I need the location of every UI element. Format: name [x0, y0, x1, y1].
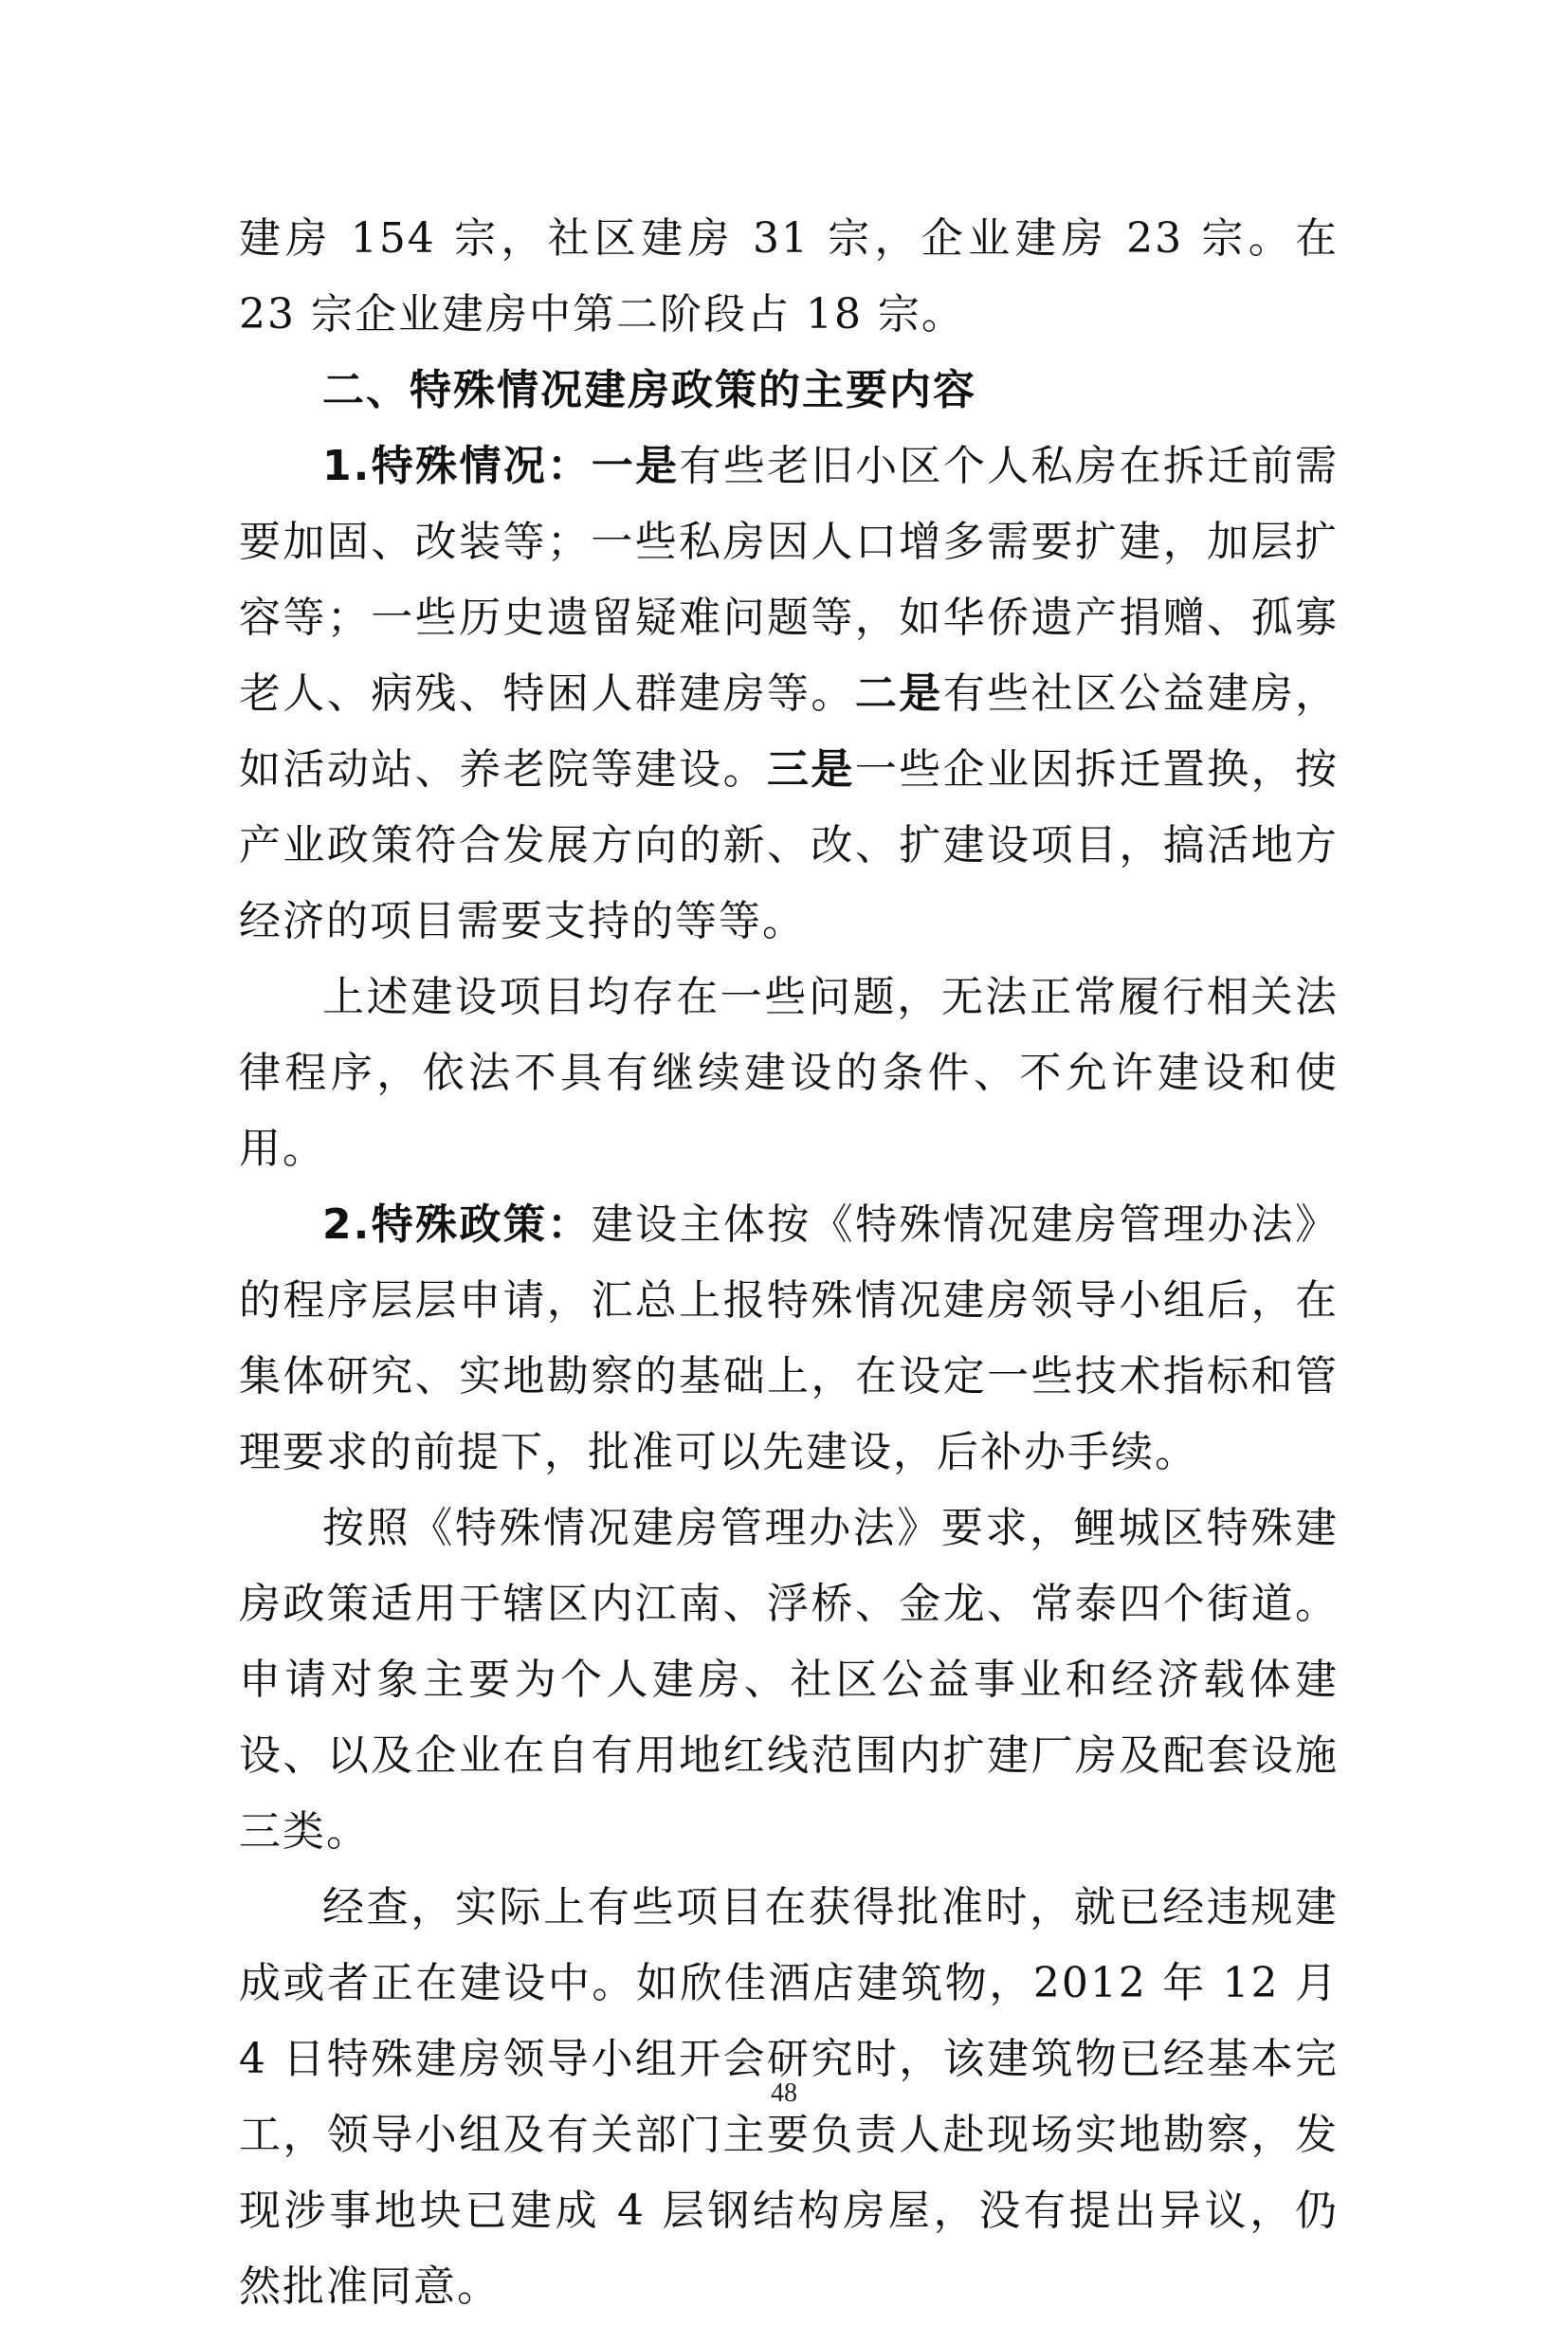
paragraph-special-policy — [239, 1187, 1339, 1491]
emphasis-first: 一是 — [591, 442, 680, 490]
paragraph-continuation — [239, 201, 1339, 353]
paragraph-text: 按照《特殊情况建房管理办法》要求，鲤城区特殊建房政策适用于辖区内江南、浮桥、金龙、常泰四个街道。申请对象主要为个人建房、社区公益事业和经济载体建设、以及企业在自有用地红线范围内扩建厂房及配套设施三类。 — [239, 1504, 1339, 1856]
paragraph-problems — [239, 960, 1339, 1187]
paragraph-text: 一些企业因拆迁置换，按产业政策符合发展方向的新、改、扩建设项目，搞活地方经济的项目需要支持的等等。 — [239, 745, 1340, 945]
paragraph-text: 经查，实际上有些项目在获得批准时，就已经违规建成或者正在建设中。如欣佳酒店建筑物，2012 年 12 月 4 日特殊建房领导小组开会研究时，该建筑物已经基本完工，领导小组及有关部门主要负责人赴现场实地勘察，发现涉事地块已建成 4 层钢结构房屋，没有提出异议，仍然批准同意。 — [239, 1883, 1339, 2311]
paragraph-text: 建房 154 宗，社区建房 31 宗，企业建房 23 宗。在 23 宗企业建房中第二阶段占 18 宗。 — [239, 214, 1339, 339]
emphasis-second: 二是 — [854, 669, 943, 718]
subsection-label: 2.特殊政策： — [322, 1200, 592, 1249]
paragraph-text: 有些老旧小区个人私房在拆迁前需要加固、改装等；一些私房因人口增多需要扩建，加层扩容等；一些历史遗留疑难问题等，如华侨遗产捐赠、孤寡老人、病残、特困人群建房等。 — [239, 442, 1340, 718]
paragraph-scope — [239, 1491, 1339, 1870]
page-number: 48 — [771, 2078, 797, 2108]
document-body — [239, 201, 1339, 2325]
emphasis-third: 三是 — [767, 745, 855, 794]
paragraph-special-situations — [239, 429, 1339, 960]
paragraph-text: 上述建设项目均存在一些问题，无法正常履行相关法律程序，依法不具有继续建设的条件、不允许建设和使用。 — [239, 973, 1339, 1173]
paragraph-text: 有些社区公益建房，如活动站、养老院等建设。 — [239, 669, 1340, 794]
paragraph-text: 建设主体按《特殊情况建房管理办法》的程序层层申请，汇总上报特殊情况建房领导小组后，在集体研究、实地勘察的基础上，在设定一些技术指标和管理要求的前提下，批准可以先建设，后补办手续。 — [239, 1200, 1339, 1476]
section-heading — [239, 353, 1339, 429]
subsection-label: 1.特殊情况： — [322, 442, 592, 490]
section-heading-text: 二、特殊情况建房政策的主要内容 — [322, 366, 976, 414]
